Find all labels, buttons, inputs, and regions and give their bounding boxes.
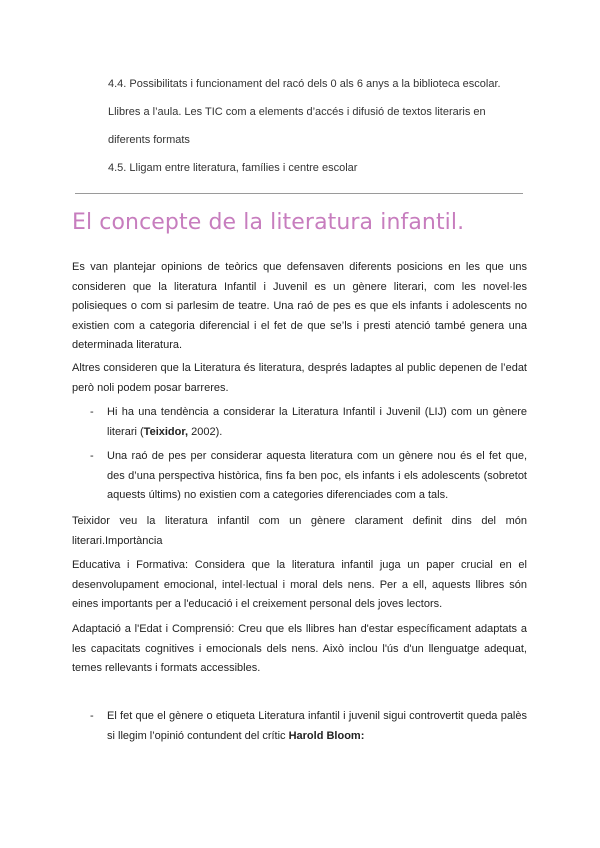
bullet-bold-citation: Teixidor, [143, 425, 189, 438]
bullet-text-end: 2002). [188, 425, 223, 438]
bullet-dash: - [90, 450, 94, 462]
paragraph-2 [72, 359, 527, 398]
bullet-dash: - [90, 406, 94, 418]
section-title: El concepte de la literatura infantil. [72, 210, 465, 235]
horizontal-divider [75, 193, 523, 194]
bullet-text: Hi ha una tendència a considerar la Literatura Infantil i Juvenil (LIJ) com un gènere literari ( [107, 406, 527, 438]
paragraph-text: Teixidor veu la literatura infantil com un gènere clarament definit dins del món literari.Importància [72, 515, 527, 547]
bullet-item-3 [90, 707, 527, 746]
bullet-text: El fet que el gènere o etiqueta Literatura infantil i juvenil sigui controvertit queda palès si llegim l’opinió contundent del crític [107, 710, 527, 742]
toc-item-4-4-line-1: 4.4. Possibilitats i funcionament del racó dels 0 als 6 anys a la biblioteca escolar. [108, 78, 501, 90]
toc-item-4-4-line-2: Llibres a l’aula. Les TIC com a elements d’accés i difusió de textos literaris en [108, 106, 486, 118]
paragraph-text: Es van plantejar opinions de teòrics que defensaven diferents posicions en les que uns consideren que la literatura Infantil i Juvenil es un gènere literari, com les novel·les polisieques o com si parlesim de teatre. Una raó de pes es que els infants i adolescents no existien com a categoria diferencial i el fet de que se’ls i presti atenció també genera una determinada literatura. [72, 261, 527, 351]
paragraph-text: Adaptació a l'Edat i Comprensió: Creu que els llibres han d'estar específicament adaptats a les capacitats cognitives i emocionals dels nens. Això inclou l'ús d'un llenguatge adequat, temes rellevants i formats accessibles. [72, 623, 527, 674]
bullet-item-1 [90, 403, 527, 442]
paragraph-text: Altres consideren que la Literatura és literatura, després ladaptes al public depenen de l’edat però noli podem posar barreres. [72, 362, 527, 394]
bullet-dash: - [90, 710, 94, 722]
paragraph-3 [72, 512, 527, 551]
toc-item-4-5: 4.5. Lligam entre literatura, famílies i centre escolar [108, 162, 358, 174]
paragraph-5 [72, 620, 527, 679]
bullet-text: Una raó de pes per considerar aquesta literatura com un gènere nou és el fet que, des d’una perspectiva històrica, fins fa ben poc, els infants i els adolescents (sobretot aquests últims) no existien com a categories diferenciades com a tals. [107, 450, 527, 501]
bullet-bold-name: Harold Bloom: [288, 729, 365, 742]
paragraph-4 [72, 556, 527, 615]
paragraph-1 [72, 258, 527, 356]
table-of-contents [108, 70, 538, 182]
paragraph-text: Educativa i Formativa: Considera que la literatura infantil juga un paper crucial en el desenvolupament emocional, intel·lectual i moral dels nens. Per a ell, aquests llibres són eines importants per a l'educació i el creixement personal dels joves lectors. [72, 559, 527, 610]
bullet-item-2 [90, 447, 527, 506]
toc-item-4-4-line-3: diferents formats [108, 134, 190, 146]
